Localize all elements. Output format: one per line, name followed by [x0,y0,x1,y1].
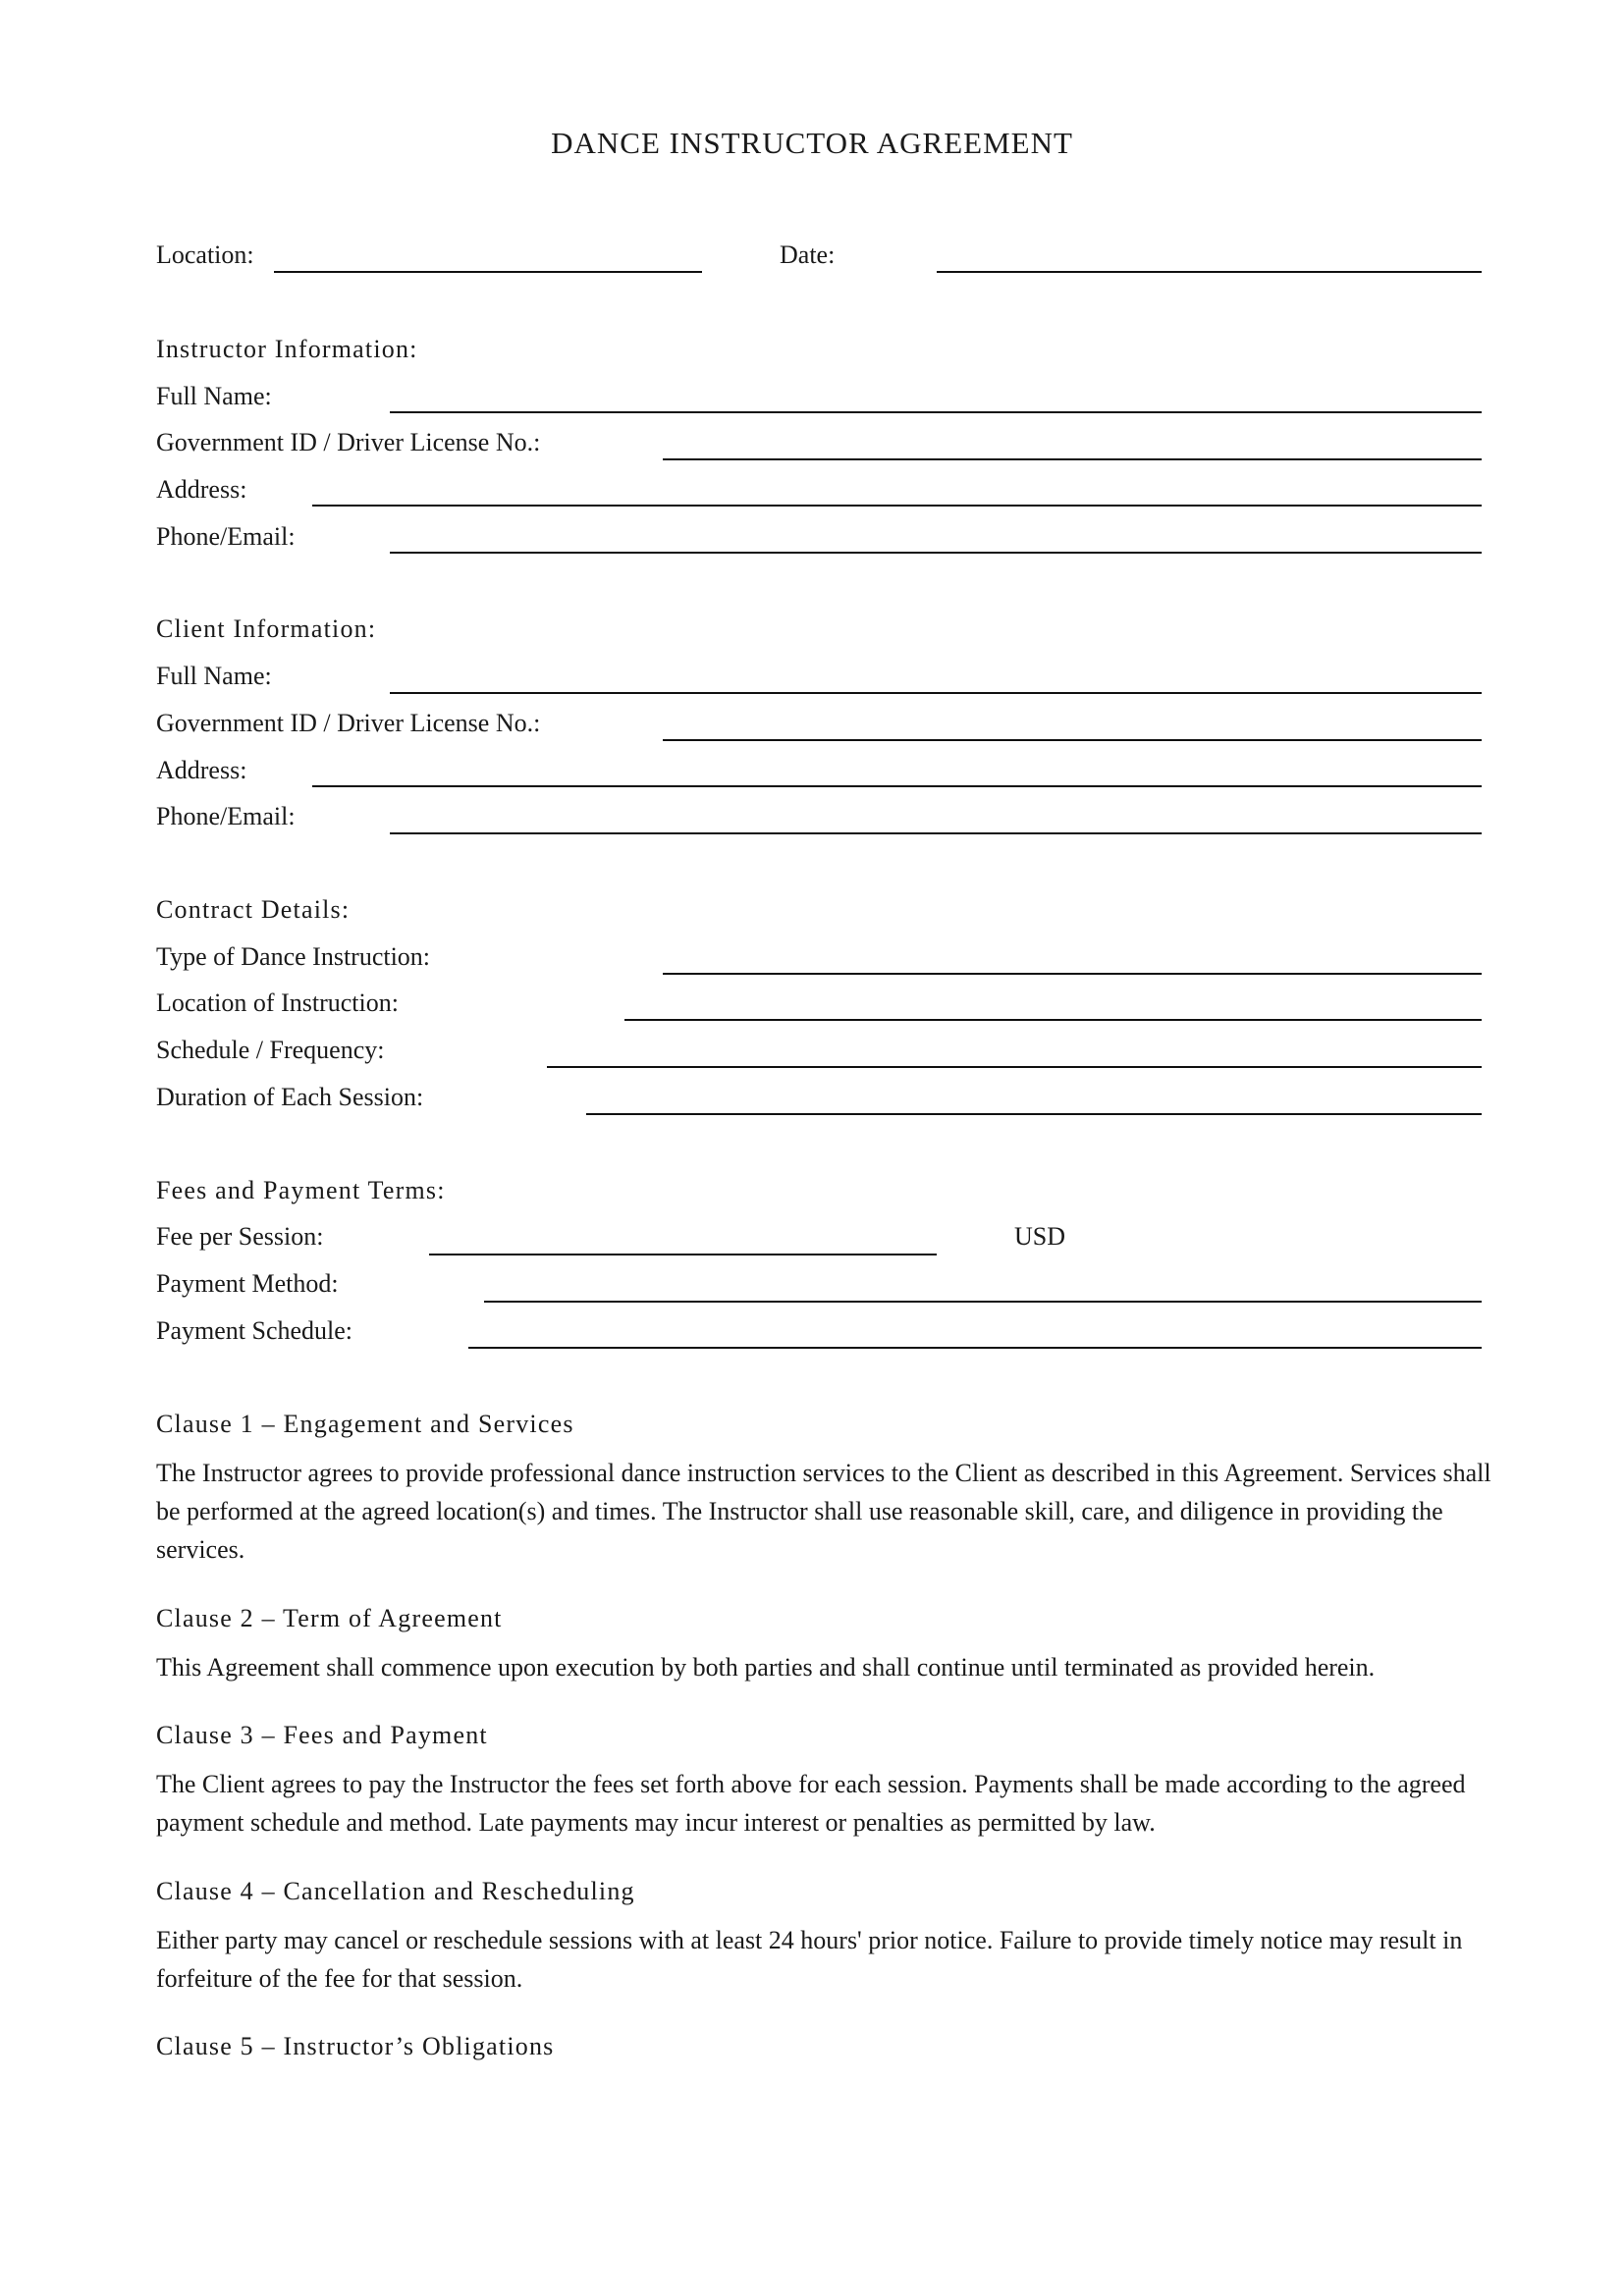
payment-method-field[interactable] [484,1301,1482,1303]
instructor-address-field[interactable] [312,505,1482,507]
instruction-location-field[interactable] [624,1019,1482,1021]
instructor-phone-email-label: Phone/Email: [156,522,296,551]
client-phone-email-label: Phone/Email: [156,802,296,830]
payment-schedule-label: Payment Schedule: [156,1316,353,1345]
dance-type-field[interactable] [663,973,1482,975]
clause-4-text: Either party may cancel or reschedule sessions with at least 24 hours' prior notice. Failure to provide timely notice may result in forfeiture of the fee for that session. [156,1926,1463,1993]
payment-schedule-field[interactable] [468,1347,1482,1349]
instruction-location-label: Location of Instruction: [156,988,399,1017]
instructor-section-heading: Instructor Information: [156,335,418,363]
schedule-label: Schedule / Frequency: [156,1036,385,1064]
clause-1-heading: Clause 1 – Engagement and Services [156,1410,574,1438]
instructor-full-name-label: Full Name: [156,382,272,410]
client-gov-id-label: Government ID / Driver License No.: [156,709,541,737]
client-address-field[interactable] [312,785,1482,787]
instructor-full-name-field[interactable] [390,411,1482,413]
contract-section-heading: Contract Details: [156,895,351,924]
fees-section-heading: Fees and Payment Terms: [156,1176,446,1204]
document-title: DANCE INSTRUCTOR AGREEMENT [551,126,1073,160]
clause-2-heading: Clause 2 – Term of Agreement [156,1604,503,1632]
dance-type-label: Type of Dance Instruction: [156,942,431,971]
clause-5-heading: Clause 5 – Instructor’s Obligations [156,2032,555,2060]
date-label: Date: [780,240,836,269]
instructor-address-label: Address: [156,475,247,504]
currency-label: USD [1014,1222,1066,1251]
client-full-name-field[interactable] [390,692,1482,694]
client-gov-id-field[interactable] [663,739,1482,741]
fee-per-session-field[interactable] [429,1254,937,1255]
client-full-name-label: Full Name: [156,662,272,690]
instructor-gov-id-field[interactable] [663,458,1482,460]
instructor-phone-email-field[interactable] [390,552,1482,554]
payment-method-label: Payment Method: [156,1269,339,1298]
clause-3-heading: Clause 3 – Fees and Payment [156,1721,488,1749]
schedule-field[interactable] [547,1066,1482,1068]
location-field[interactable] [274,271,702,273]
clause-2-text: This Agreement shall commence upon execution by both parties and shall continue until terminated as provided herein. [156,1653,1376,1682]
client-section-heading: Client Information: [156,614,377,643]
instructor-gov-id-label: Government ID / Driver License No.: [156,428,541,456]
clause-3-text: The Client agrees to pay the Instructor the fees set forth above for each session. Payments shall be made according to the agreed payment schedule and method. Late payments may incur interest or penalties as permitted by law. [156,1770,1466,1837]
clause-1-text: The Instructor agrees to provide professional dance instruction services to the Client as described in this Agreement. Services shall be performed at the agreed location(s) and times. The Instructor shall use reasonable skill, care, and diligence in providing the services. [156,1459,1491,1564]
clause-4-heading: Clause 4 – Cancellation and Rescheduling [156,1877,635,1905]
client-address-label: Address: [156,756,247,784]
client-phone-email-field[interactable] [390,832,1482,834]
date-field[interactable] [937,271,1482,273]
location-label: Location: [156,240,254,269]
fee-per-session-label: Fee per Session: [156,1222,324,1251]
session-duration-field[interactable] [586,1113,1482,1115]
session-duration-label: Duration of Each Session: [156,1083,424,1111]
